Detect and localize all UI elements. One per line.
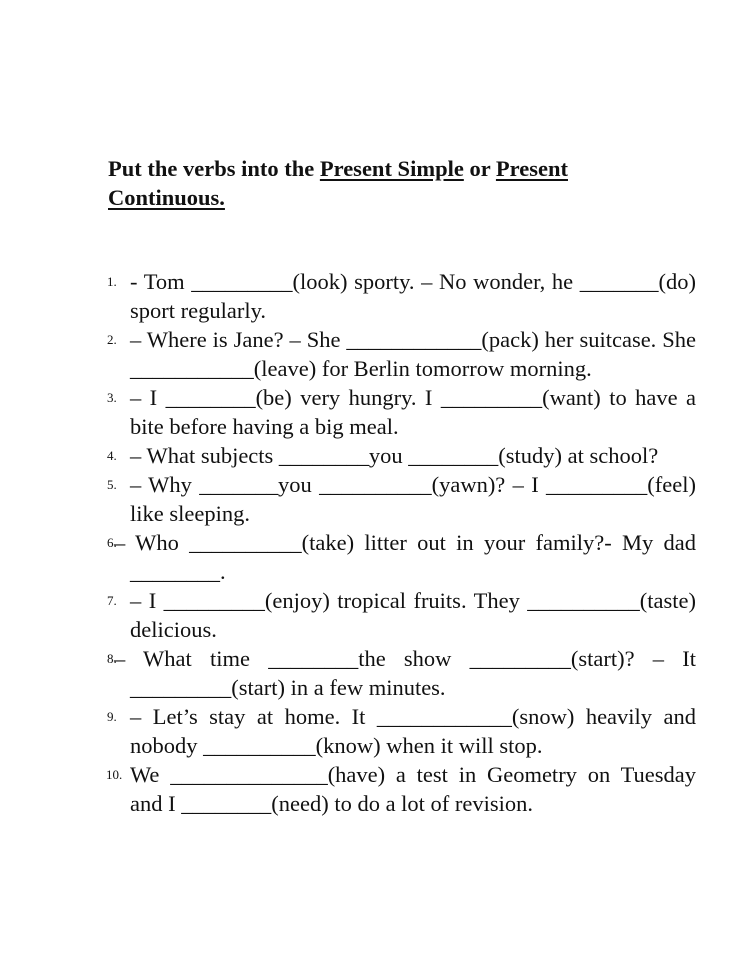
item-text: – I _________(enjoy) tropical fruits. They __________(taste) delicious. [130, 588, 696, 642]
item-number: 1. [107, 274, 117, 289]
exercise-item-5 [107, 470, 696, 528]
exercise-item-4 [107, 441, 696, 470]
item-text: We ______________(have) a test in Geometry on Tuesday and I ________(need) to do a lot of revision. [130, 762, 696, 816]
item-text: – What subjects ________you ________(study) at school? [130, 443, 659, 468]
item-number: 9. [107, 709, 117, 724]
item-text: - Tom _________(look) sporty. – No wonder, he _______(do) sport regularly. [130, 269, 696, 323]
item-number: 7. [107, 593, 117, 608]
item-text: – I ________(be) very hungry. I _________(want) to have a bite before having a big meal. [130, 385, 696, 439]
item-number: 5. [107, 477, 117, 492]
exercise-instructions [108, 154, 668, 212]
exercise-item-9 [107, 702, 696, 760]
item-text: – Where is Jane? – She ____________(pack) her suitcase. She ___________(leave) for Berlin tomorrow morning. [130, 327, 696, 381]
item-number: 6. [107, 535, 117, 550]
item-text: – Why _______you __________(yawn)? – I _________(feel) like sleeping. [130, 472, 696, 526]
exercise-item-3 [107, 383, 696, 441]
item-text: – Who __________(take) litter out in your family?- My dad ________. [114, 530, 696, 584]
item-text: – Let’s stay at home. It ____________(snow) heavily and nobody __________(know) when it will stop. [130, 704, 696, 758]
exercise-item-8 [107, 644, 696, 702]
exercise-item-7 [107, 586, 696, 644]
tense-present-continuous: Present Continuous. [108, 156, 568, 210]
item-number: 3. [107, 390, 117, 405]
instructions-prefix: Put the verbs into the [108, 156, 320, 181]
exercise-item-10 [106, 760, 696, 818]
exercise-item-2 [107, 325, 696, 383]
item-number: 4. [107, 448, 117, 463]
tense-present-simple: Present Simple [319, 156, 464, 181]
instructions-joiner: or [463, 156, 496, 181]
item-number: 2. [107, 332, 117, 347]
item-number: 10. [106, 767, 123, 782]
exercise-item-6 [107, 528, 696, 586]
item-text: – What time ________the show _________(start)? – It _________(start) in a few minutes. [114, 646, 696, 700]
exercise-list [106, 267, 696, 818]
exercise-item-1 [107, 267, 696, 325]
item-number: 8. [107, 651, 117, 666]
